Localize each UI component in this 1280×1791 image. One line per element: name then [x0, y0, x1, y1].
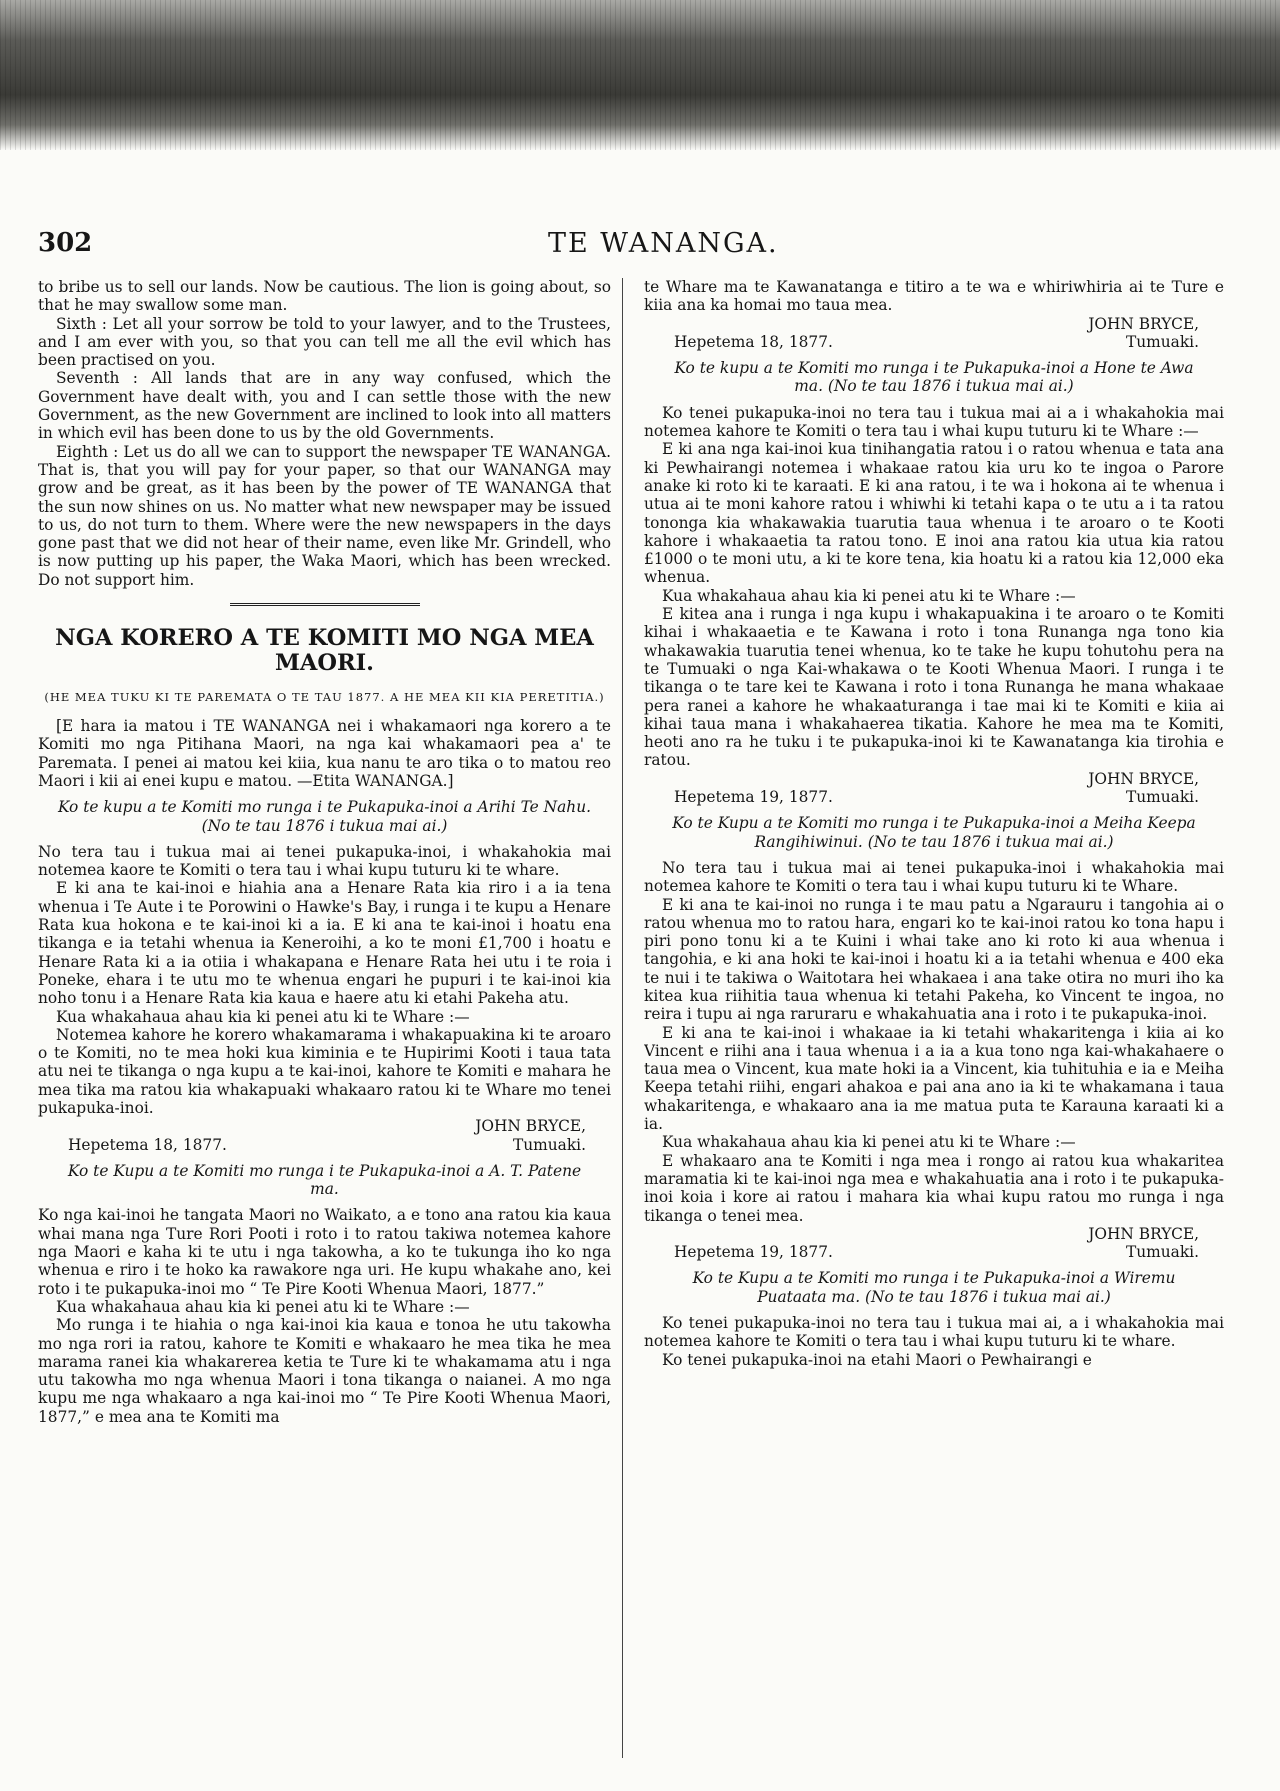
left-column — [38, 278, 611, 1768]
signature-date: Hepetema 18, 1877. — [674, 332, 833, 351]
report-title: Ko te kupu a te Komiti mo runga i te Pukapuka-inoi a Arihi Te Nahu. (No te tau 1876 i tukua mai ai.) — [57, 798, 592, 835]
page-number: 302 — [38, 228, 93, 258]
paragraph: Ko tenei pukapuka-inoi no tera tau i tukua mai ai a i whakahokia mai notemea kahore te Komiti o tera tau i whai kupu tuturu ki te Whare :— — [644, 403, 1224, 441]
paragraph: to bribe us to sell our lands. Now be cautious. The lion is going about, so that he may swallow some man. — [38, 278, 611, 315]
signature-role: Tumuaki. — [1125, 332, 1199, 351]
signature-date: Hepetema 18, 1877. — [68, 1135, 227, 1154]
signature-line — [644, 333, 1224, 351]
newspaper-title: TE WANANGA. — [548, 228, 779, 259]
paragraph: E ki ana te kai-inoi e hiahia ana a Henare Rata kia riro i a ia tena whenua i Te Aute i te Porowini o Hawke's Bay, i runga i te kupu a Henare Rata kua hokona e te kai-inoi ki a ia. E ki ana te kai-inoi i hoatu ena tikanga e ia tetahi whenua ia Keneroihi, a ko te moni £1,700 i hoatu e Henare Rata ki a ia otiia i whakapana e Henare Rata hei utu i te roia i Poneke, ehara i te utu mo te whenua engari he pupuri i te kai-inoi kia noho tonu i a Henare Rata kia kaua e haere atu ki etahi Pakeha atu. — [38, 879, 611, 1008]
paragraph: E ki ana nga kai-inoi kua tinihangatia ratou i o ratou whenua e tata ana ki Pewhairangi notemea i whakaae ratou kia uru ko te ingoa o Parore anake ki roto ki te karaati. E ki ana ratou, i te wa i hokona ai te whenua i utua ai te moni kahore ratou i whiwhi ki tetahi kapa o te utu a i ta ratou tononga kia whakawakia tuarutia taua whenua i te aroaro o te Kooti kahore i whakaaetia ta ratou tono. E inoi ana ratou kia utua kia ratou £1000 o te moni utu, a ki te kore tena, kia hoatu ki a ratou kia 12,000 eka whenua. — [644, 440, 1224, 587]
editor-note: [E hara ia matou i TE WANANGA nei i whakamaori nga korero a te Komiti mo nga Pitihana Maori, na nga kai whakamaori pea a' te Paremata. I penei ai matou kei kiia, kua nanu te aro tika o to matou reo Maori i kii ai enei kupu e matou. —Etita WANANGA.] — [38, 717, 611, 790]
report-title: Ko te Kupu a te Komiti mo runga i te Pukapuka-inoi a Wiremu Puataata ma. (No te tau 1876 i tukua mai ai.) — [692, 1269, 1176, 1306]
signature-name: JOHN BRYCE, — [475, 1117, 586, 1136]
report-title: Ko te Kupu a te Komiti mo runga i te Pukapuka-inoi a A. T. Patene ma. — [67, 1161, 582, 1199]
paragraph: Eighth : Let us do all we can to support the newspaper TE WANANGA. That is, that you will pay for your paper, so that our WANANGA may grow and be great, as it has been by the power of TE WANANGA that the sun now shines on us. No matter what new newspaper may be issued to us, do not turn to them. Where were the new newspapers in the days gone past that we did not hear of their name, even like Mr. Grindell, who is now putting up his paper, the Waka Maori, which has been wrecked. Do not support him. — [38, 442, 611, 589]
signature-line — [644, 788, 1224, 806]
section-subhead: (HE MEA TUKU KI TE PAREMATA O TE TAU 1877. A HE MEA KII KIA PERETITIA.) — [44, 690, 605, 705]
signature-date: Hepetema 19, 1877. — [674, 788, 833, 807]
paragraph: E whakaaro ana te Komiti i nga mea i rongo ai ratou kua whakaritea maramatia ki te kai-inoi nga mea e whakahuatia ana i roto i te pukapuka-inoi koia i kore ai ratou i mahara kia whai kupu ratou mo runga i nga tikanga o tenei mea. — [644, 1151, 1224, 1225]
paragraph: Sixth : Let all your sorrow be told to your lawyer, and to the Trustees, and I am ever with you, so that you can tell me all the evil which has been practised on you. — [38, 314, 611, 370]
scan-top-edge — [0, 0, 1280, 150]
paragraph: E ki ana te kai-inoi no runga i te mau patu a Ngarauru i tangohia ai o ratou whenua mo to ratou hara, engari ko te kai-inoi ratou ko tona hapu i piri pono tonu ki a te Kuini i whai take ano ki roto ki aua whenua i tangohia, e ki ana hoki te kai-inoi i hoatu ki a ia tetahi whenua e 400 eka te nui i te takiwa o Waitotara hei whakaea i ana take otira no muri iho ka kitea kua riihitia taua whenua ki tetahi Pakeha, ko Vincent te ingoa, no reira i tupu ai nga raruraru e whakahuatia ana i roto i te pukapuka-inoi. — [644, 895, 1224, 1024]
paragraph: Ko nga kai-inoi he tangata Maori no Waikato, a e tono ana ratou kia kaua whai mana nga Ture Rori Pooti i roto i to ratou takiwa notemea kahore nga Maori e kaha ki te utu i nga takowha, a ko te tukunga iho ko nga whenua e riro i te hoko ka rawakore nga uri. He kupu whakahe ano, kei roto i te pukapuka-inoi mo “ Te Pire Kooti Whenua Maori, 1877.” — [38, 1206, 611, 1298]
paragraph: No tera tau i tukua mai ai tenei pukapuka-inoi i whakahokia mai notemea kahore te Komiti o tera tau i whai kupu tuturu ki te Whare. — [644, 858, 1224, 896]
paragraph: E kitea ana i runga i nga kupu i whakapuakina i te aroaro o te Komiti kihai i whakaaetia e te Kawana i roto i tona Runanga nga tono kia whakawakia tuarutia tenei whenua, ko te take he kupu tohutohu pera na te Tumuaki o nga Kai-whakawa o te Kooti Whenua Maori. I runga i te tikanga o te tare kei te Kawana i roto i tona Runanga he mana whakaae pera ranei a kahore he whakaaturanga i tae mai ki te Komiti e kiia ai kihai taua mana i whakahaerea tikatia. Kahore he mea ma te Komiti, heoti ano ra he tuku i te pukapuka-inoi ki te Kawanatanga kia tirohia e ratou. — [644, 605, 1224, 770]
paragraph: E ki ana te kai-inoi i whakaae ia ki tetahi whakaritenga i kiia ai ko Vincent e riihi ana i taua whenua i a ia a kua tono nga kai-whakahaere o taua mea o Vincent, kua mate hoki ia a Vincent, kia tuhituhia e ia e Meiha Keepa tetahi riihi, engari ahakoa e pai ana ano ia ki te whakamana i taua whakaritenga, e whakaaro ana ia me matua puta te Karauna karaati ki a ia. — [644, 1023, 1224, 1134]
signature-role: Tumuaki. — [512, 1135, 586, 1154]
paragraph: Mo runga i te hiahia o nga kai-inoi kia kaua e tonoa he utu takowha mo nga rori ia ratou, kahore te Komiti e whakaaro he mea tika he mea marama ranei kia whakarerea ketia te Ture ki te whakamama atu i nga utu takowha mo nga whenua Maori i tona tikanga o naianei. A mo nga kupu me nga whakaaro a nga kai-inoi mo “ Te Pire Kooti Whenua Maori, 1877,” e mea ana te Komiti ma — [38, 1316, 611, 1426]
signature-date: Hepetema 19, 1877. — [674, 1243, 833, 1262]
paragraph: Ko tenei pukapuka-inoi na etahi Maori o Pewhairangi e — [662, 1350, 1092, 1369]
report-title: Ko te kupu a te Komiti mo runga i te Pukapuka-inoi a Hone te Awa ma. (No te tau 1876 i tukua mai ai.) — [674, 359, 1194, 396]
signature-name: JOHN BRYCE, — [1088, 314, 1199, 333]
signature-line — [38, 1136, 611, 1154]
paragraph: Kua whakahaua ahau kia ki penei atu ki te Whare :— — [56, 1007, 470, 1026]
paragraph: No tera tau i tukua mai ai tenei pukapuka-inoi, i whakahokia mai notemea kaore te Komiti o tera tau i whai kupu tuturu ki te whare. — [38, 842, 611, 880]
section-rule — [230, 603, 420, 606]
right-column — [644, 278, 1224, 1768]
page-header — [38, 228, 1253, 268]
signature-name: JOHN BRYCE, — [1088, 769, 1199, 788]
paragraph: Ko tenei pukapuka-inoi no tera tau i tukua mai ai, a i whakahokia mai notemea kahore te Komiti o tera tau i whai kupu tuturu ki te whare. — [644, 1314, 1224, 1351]
section-headline: NGA KORERO A TE KOMITI MO NGA MEA MAORI. — [55, 625, 594, 677]
paragraph: Seventh : All lands that are in any way confused, which the Government have dealt with, you and I can settle those with the new Government, as the new Government are inclined to look into all matters in which evil has been done to us by the old Governments. — [38, 369, 611, 443]
paragraph: te Whare ma te Kawanatanga e titiro a te wa e whiriwhiria ai te Ture e kiia ana ka homai mo taua mea. — [644, 278, 1224, 315]
signature-name: JOHN BRYCE, — [1088, 1224, 1199, 1243]
signature-line — [644, 1243, 1224, 1261]
paragraph: Kua whakahaua ahau kia ki penei atu ki te Whare :— — [662, 586, 1076, 605]
signature-role: Tumuaki. — [1125, 1243, 1199, 1262]
paragraph: Notemea kahore he korero whakamarama i whakapuakina ki te aroaro o te Komiti, no te mea hoki kua kiminia e te Hupirimi Kooti i taua tata atu nei te tikanga o nga kupu a te kai-inoi, kahore te Komiti e mahara he mea tika ma ratou kia whakapuaki whakaaro ratou ki te Whare mo tenei pukapuka-inoi. — [38, 1025, 611, 1117]
report-title: Ko te Kupu a te Komiti mo runga i te Pukapuka-inoi a Meiha Keepa Rangihiwinui. (No te tau 1876 i tukua mai ai.) — [672, 814, 1196, 851]
signature-role: Tumuaki. — [1125, 788, 1199, 807]
column-divider — [622, 278, 623, 1758]
paragraph: Kua whakahaua ahau kia ki penei atu ki te Whare :— — [56, 1297, 470, 1316]
paragraph: Kua whakahaua ahau kia ki penei atu ki te Whare :— — [662, 1133, 1076, 1152]
